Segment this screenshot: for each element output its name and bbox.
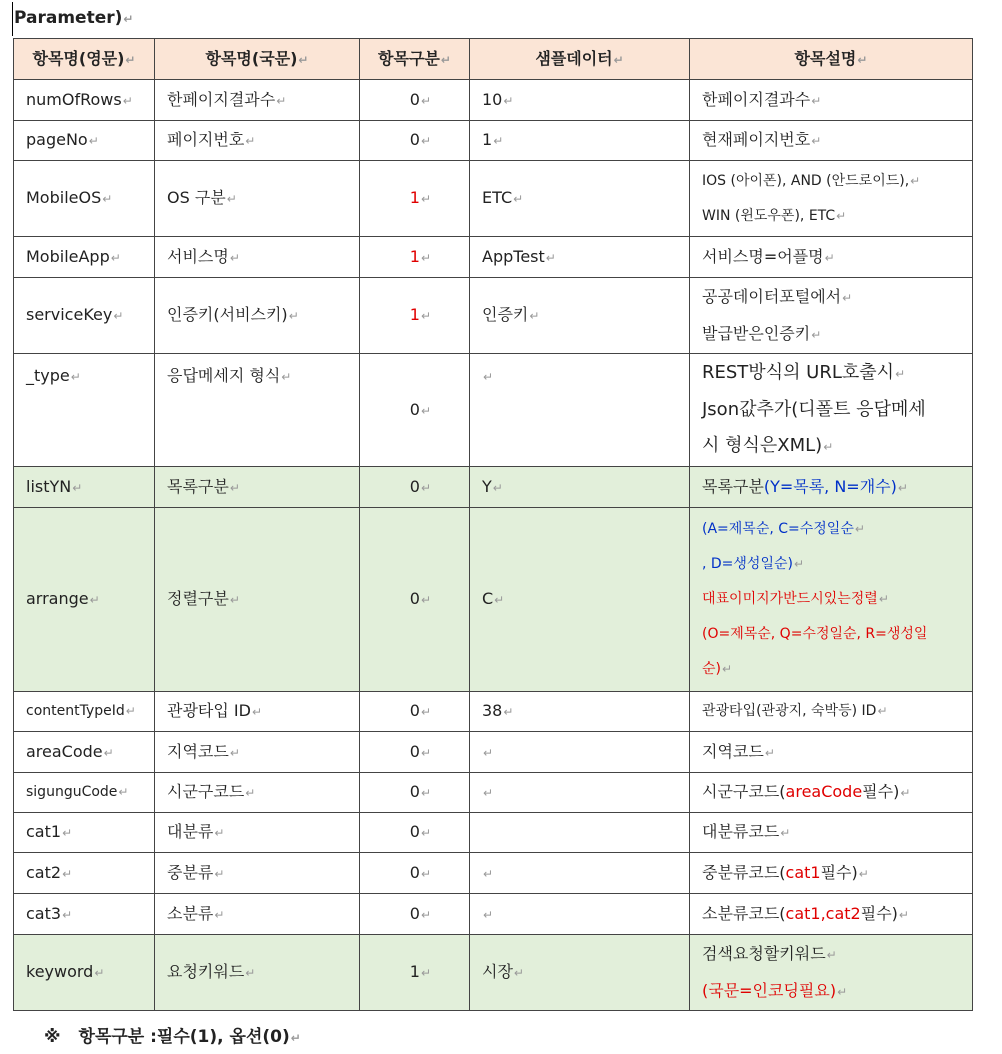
table-row: cat2↵ 중분류↵ 0↵ ↵ 중분류코드(cat1필수)↵: [14, 853, 973, 894]
table-row: pageNo↵ 페이지번호↵ 0↵ 1↵ 현재페이지번호↵: [14, 121, 973, 161]
table-row: arrange↵ 정렬구분↵ 0↵ C↵ (A=제목순, C=수정일순↵ , D=생성일순)↵ 대표이미지가반드시있는정렬↵ (O=제목순, Q=수정일순, R=생성일 순)↵: [14, 508, 973, 692]
table-row: sigunguCode↵ 시군구코드↵ 0↵ ↵ 시군구코드(areaCode필수)↵: [14, 773, 973, 813]
text-cursor: [12, 2, 13, 36]
parameter-table: [13, 38, 973, 1011]
table-row: MobileOS↵ OS 구분↵ 1↵ ETC↵ IOS (아이폰), AND (안드로이드),↵ WIN (윈도우폰), ETC↵: [14, 161, 973, 237]
table-row: cat1↵ 대분류↵ 0↵ 대분류코드↵: [14, 813, 973, 853]
header-name-en: 항목명(영문)↵: [14, 39, 155, 80]
table-row: keyword↵ 요청키워드↵ 1↵ 시장↵ 검색요청할키워드↵ (국문=인코딩필요)↵: [14, 935, 973, 1011]
table-row: areaCode↵ 지역코드↵ 0↵ ↵ 지역코드↵: [14, 732, 973, 773]
table-row: MobileApp↵ 서비스명↵ 1↵ AppTest↵ 서비스명=어플명↵: [14, 237, 973, 278]
header-sample: 샘플데이터↵: [470, 39, 690, 80]
table-row: serviceKey↵ 인증키(서비스키)↵ 1↵ 인증키↵ 공공데이터포털에서↵ 발급받은인증키↵: [14, 278, 973, 354]
table-row: contentTypeId↵ 관광타입 ID↵ 0↵ 38↵ 관광타입(관광지, 숙박등) ID↵: [14, 692, 973, 732]
reference-mark-icon: ※: [44, 1027, 61, 1047]
header-type: 항목구분↵: [360, 39, 470, 80]
table-row: listYN↵ 목록구분↵ 0↵ Y↵ 목록구분(Y=목록, N=개수)↵: [14, 467, 973, 508]
section-title: Parameter)↵: [14, 8, 133, 28]
table-row: cat3↵ 소분류↵ 0↵ ↵ 소분류코드(cat1,cat2필수)↵: [14, 894, 973, 935]
table-row: numOfRows↵ 한페이지결과수↵ 0↵ 10↵ 한페이지결과수↵: [14, 80, 973, 121]
table-header-row: [14, 39, 973, 80]
header-desc: 항목설명↵: [690, 39, 973, 80]
footer-note: ※ 항목구분 :필수(1), 옵션(0)↵: [44, 1027, 301, 1047]
table-row: _type↵ 응답메세지 형식↵ 0↵ ↵ REST방식의 URL호출시↵ Json값추가(디폴트 응답메세 시 형식은XML)↵: [14, 354, 973, 467]
header-name-ko: 항목명(국문)↵: [155, 39, 360, 80]
